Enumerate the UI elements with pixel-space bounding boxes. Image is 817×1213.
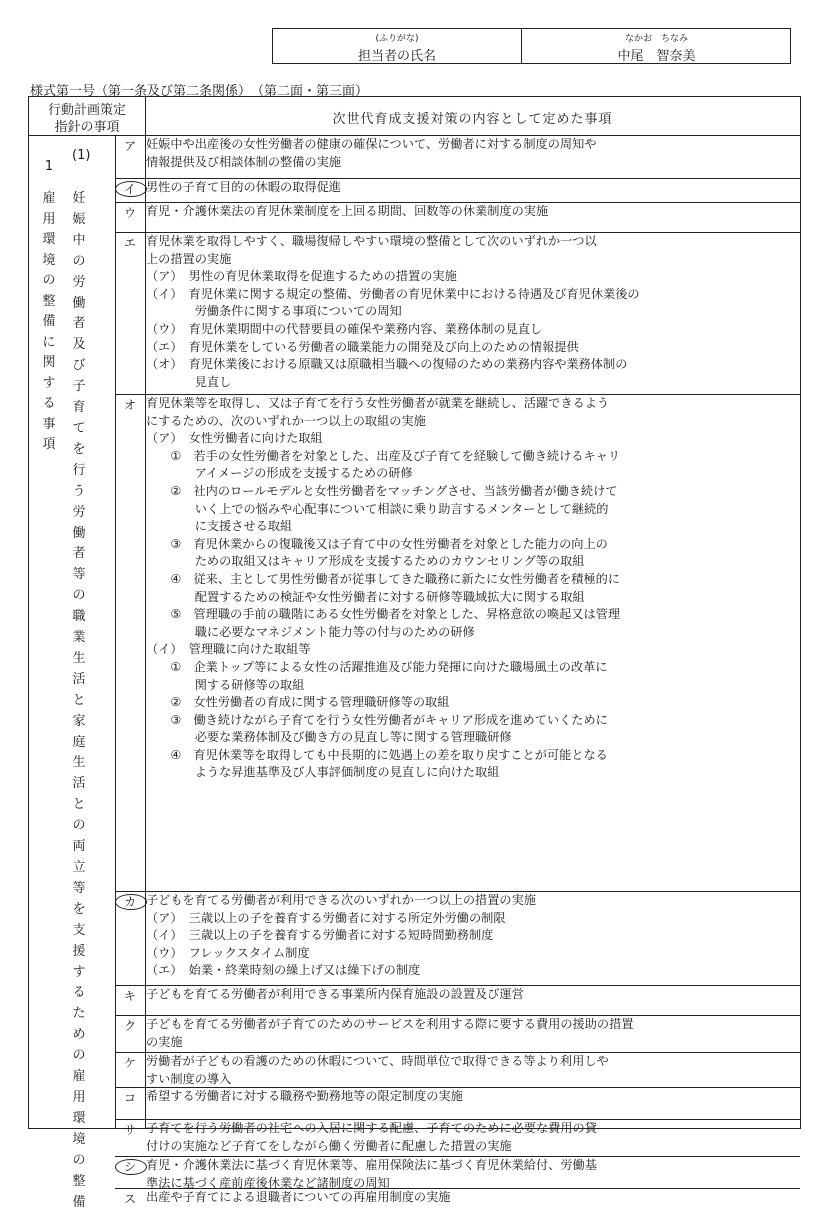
item-text-line: いく上での悩みや心配事について相談に乗り助言するメンターとして継続的 [146, 501, 609, 516]
item-row [146, 1016, 796, 1051]
item-row [146, 233, 796, 391]
item-text-line: （ウ） 育児休業期間中の代替要員の確保や業務内容、業務体制の見直し [146, 321, 543, 336]
item-row [146, 1157, 796, 1192]
header-col1-line1: 行動計画策定 [47, 103, 126, 118]
item-text-line: に支援させる取組 [146, 519, 293, 534]
item-row [146, 1088, 796, 1106]
contact-box [272, 28, 791, 64]
item-row [146, 1053, 796, 1088]
item-letter: イ [123, 182, 136, 196]
selected-circle-mark [115, 181, 147, 197]
subsection-number: (1) [72, 148, 91, 163]
item-text-line: 希望する労働者に対する職務や勤務地等の限定制度の実施 [146, 1089, 463, 1103]
item-row [146, 203, 796, 221]
item-letter: エ [123, 236, 136, 250]
name-value: 中尾 智奈美 [617, 49, 696, 64]
item-text-line: ための取組又はキャリア形成を支援するためのカウンセリング等の取組 [146, 554, 585, 569]
section-title: 雇用環境の整備に関する事項 [42, 191, 56, 452]
item-text-line: 子どもを育てる労働者が利用できる事業所内保育施設の設置及び運営 [146, 987, 524, 1001]
item-text-line: 子どもを育てる労働者が利用できる次のいずれか一つ以上の措置の実施 [146, 893, 536, 907]
item-text-line: 育児・介護休業法の育児休業制度を上回る期間、回数等の休業制度の実施 [146, 204, 549, 218]
item-text-line: （ア） 男性の育児休業取得を促進するための措置の実施 [146, 269, 457, 284]
item-text-line: 情報提供及び相談体制の整備の実施 [146, 154, 341, 169]
item-letter: オ [123, 398, 136, 412]
selected-circle-mark [115, 894, 147, 910]
item-text-line: 関する研修等の取組 [146, 677, 305, 692]
item-text-line: 育児休業等を取得し、又は子育てを行う女性労働者が就業を継続し、活躍できるよう [146, 396, 610, 410]
item-letter: サ [123, 1123, 136, 1137]
item-row [146, 892, 796, 980]
item-text-line: （エ） 始業・終業時刻の繰上げ又は繰下げの制度 [146, 963, 421, 978]
item-text-line: （イ） 三歳以上の子を養育する労働者に対する短時間勤務制度 [146, 928, 494, 943]
item-text-line: 育児・介護休業法に基づく育児休業等、雇用保険法に基づく育児休業給付、労働基 [146, 1158, 597, 1172]
item-letter: ク [123, 1019, 136, 1033]
item-text-line: ④ 従来、主として男性労働者が従事してきた職務に新たに女性労働者を積極的に [146, 571, 621, 586]
item-letter: ウ [123, 206, 136, 220]
item-letter: キ [123, 989, 136, 1003]
item-text-line: （ア） 女性労働者に向けた取組 [146, 431, 323, 446]
item-text-line: （オ） 育児休業後における原職又は原職相当職への復帰のための業務内容や業務体制の [146, 357, 628, 372]
item-text-line: 配置するための検証や女性労働者に対する研修等職域拡大に関する取組 [146, 589, 585, 604]
item-text-line: 必要な業務体制及び働き方の見直し等に関する管理職研修 [146, 730, 512, 745]
item-text-line: （イ） 育児休業に関する規定の整備、労働者の育児休業中における待遇及び育児休業後の [146, 286, 640, 301]
item-text-line: 男性の子育て目的の休暇の取得促進 [146, 180, 341, 194]
header-col2: 次世代育成支援対策の内容として定めた事項 [332, 112, 613, 127]
item-text-line: 出産や子育てによる退職者についての再雇用制度の実施 [146, 1190, 451, 1204]
item-letter: ス [123, 1192, 136, 1206]
item-letter: ケ [123, 1056, 136, 1070]
selected-circle-mark [115, 1159, 147, 1175]
item-text-line: 労働条件に関する事項についての周知 [146, 304, 402, 319]
item-text-line: （ア） 三歳以上の子を養育する労働者に対する所定外労働の制限 [146, 910, 506, 925]
item-text-line: 労働者が子どもの看護のための休暇について、時間単位で取得できる等より利用しや [146, 1054, 609, 1068]
form-title: 様式第一号（第一条及び第二条関係） （第二面・第三面） [30, 84, 369, 99]
item-text-line: 妊娠中や出産後の女性労働者の健康の確保について、労働者に対する制度の周知や [146, 137, 597, 151]
item-text-line: 職に必要なマネジメント能力等の付与のための研修 [146, 624, 475, 639]
item-text-line: ③ 働き続けながら子育てを行う女性労働者がキャリア形成を進めていくために [146, 712, 608, 727]
item-text-line: （ウ） フレックスタイム制度 [146, 945, 310, 960]
item-letter: ア [123, 139, 136, 153]
item-row [146, 986, 796, 1004]
item-text-line: ② 女性労働者の育成に関する管理職研修等の取組 [146, 695, 450, 710]
item-text-line: ④ 育児休業等を取得しても中長期的に処遇上の差を取り戻すことが可能となる [146, 747, 608, 762]
section-number: 1 [44, 159, 54, 174]
item-text-line: 準法に基づく産前産後休業など諸制度の周知 [146, 1175, 390, 1190]
item-text-line: ⑤ 管理職の手前の職階にある女性労働者を対象とした、昇格意欲の喚起又は管理 [146, 607, 621, 622]
item-text-line: （エ） 育児休業をしている労働者の職業能力の開発及び向上のための情報提供 [146, 339, 579, 354]
item-text-line: ① 若手の女性労働者を対象とした、出産及び子育てを経験して働き続けるキャリ [146, 448, 621, 463]
item-text-line: 見直し [146, 374, 232, 389]
furigana-label: (ふりがな) [375, 34, 419, 44]
name-reading: なかお ちなみ [624, 34, 688, 44]
item-text-line: 子どもを育てる労働者が子育てのためのサービスを利用する際に要する費用の援助の措置 [146, 1017, 634, 1031]
item-text-line: 育児休業を取得しやすく、職場復帰しやすい環境の整備として次のいずれか一つ以 [146, 234, 597, 248]
item-text-line: 子育てを行う労働者の社宅への入居に関する配慮、子育てのために必要な費用の貸 [146, 1121, 597, 1135]
item-text-line: ① 企業トップ等による女性の活躍推進及び能力発揮に向けた職場風土の改革に [146, 659, 608, 674]
item-text-line: の実施 [146, 1034, 183, 1049]
subsection-title: 妊娠中の労働者及び子育てを行う労働者等の職業生活と家庭生活との両立等を支援するための雇用環境の整備 [72, 191, 86, 1210]
item-row [146, 1189, 796, 1207]
item-text-line: アイメージの形成を支援するための研修 [146, 466, 413, 481]
subsection-divider [115, 135, 116, 1129]
item-text-line: ② 社内のロールモデルと女性労働者をマッチングさせ、当該労働者が働き続けて [146, 483, 618, 498]
item-text-line: すい制度の導入 [146, 1071, 232, 1086]
item-text-line: 上の措置の実施 [146, 251, 232, 266]
item-row [146, 1120, 796, 1155]
item-text-line: ような昇進基準及び人事評価制度の見直しに向けた取組 [146, 765, 500, 780]
item-letter: コ [123, 1091, 136, 1105]
item-text-line: 付けの実施など子育てをしながら働く労働者に配慮した措置の実施 [146, 1138, 512, 1153]
item-text-line: （イ） 管理職に向けた取組等 [146, 642, 311, 657]
item-letter: シ [123, 1160, 136, 1174]
name-label: 担当者の氏名 [357, 49, 436, 64]
item-letter: カ [123, 895, 136, 909]
item-text-line: ③ 育児休業からの復職後又は子育て中の女性労働者を対象とした能力の向上の [146, 536, 608, 551]
item-text-line: にするための、次のいずれか一つ以上の取組の実施 [146, 413, 426, 428]
item-row [146, 395, 796, 782]
item-row [146, 179, 796, 197]
header-col1-line2: 指針の事項 [54, 120, 120, 135]
item-row [146, 136, 796, 171]
plan-table [28, 96, 801, 1210]
